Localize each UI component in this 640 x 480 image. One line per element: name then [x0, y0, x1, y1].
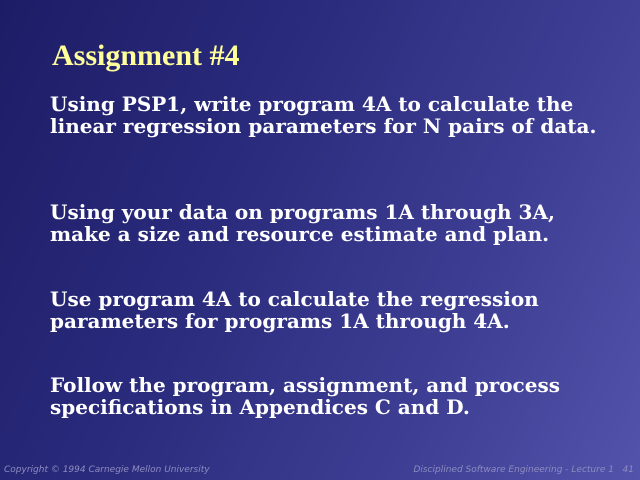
footer-course-page [413, 464, 634, 476]
slide-title: Assignment #4 [52, 39, 240, 72]
bullet-text: Use program 4A to calculate the regression parameters for programs 1A through 4A. [50, 287, 539, 333]
footer-copyright: Copyright © 1994 Carnegie Mellon University [4, 465, 210, 475]
bullet-text: Using your data on programs 1A through 3A, make a size and resource estimate and plan. [50, 200, 555, 246]
bullet-text: Follow the program, assignment, and process specifications in Appendices C and D. [50, 373, 560, 419]
bullet-text: Using PSP1, write program 4A to calculate the linear regression parameters for N pairs of data. [50, 92, 597, 138]
footer-course: Disciplined Software Engineering - Lecture 1 [413, 465, 614, 475]
footer-page-number: 41 [622, 465, 634, 475]
